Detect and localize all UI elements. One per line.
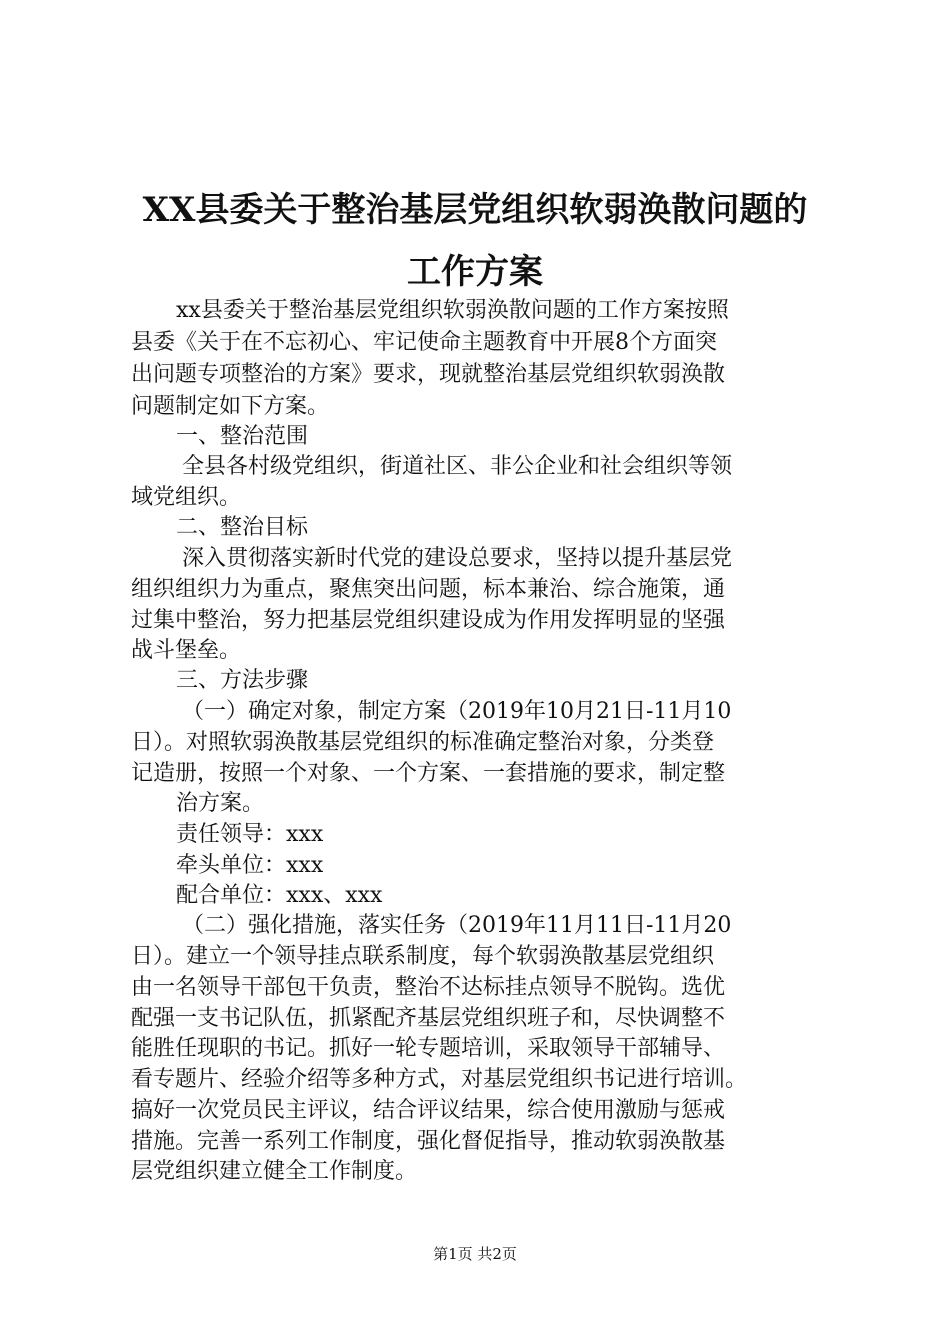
paragraph-line: 看专题片、经验介绍等多种方式，对基层党组织书记进行培训。 (131, 1067, 748, 1092)
document-title-line-1: XX县委关于整治基层党组织软弱涣散问题的 (142, 190, 808, 230)
paragraph-line: 记造册，按照一个对象、一个方案、一套措施的要求，制定整 (131, 761, 726, 786)
paragraph-line: 措施。完善一系列工作制度，强化督促指导，推动软弱涣散基 (131, 1129, 726, 1154)
cooperating-units: 配合单位：xxx、xxx (176, 883, 383, 908)
section-heading: 三、方法步骤 (176, 668, 309, 693)
paragraph-line: 配强一支书记队伍，抓紧配齐基层党组织班子和，尽快调整不 (131, 1006, 726, 1031)
paragraph-line: 出问题专项整治的方案》要求，现就整治基层党组织软弱涣散 (131, 362, 726, 387)
paragraph-line: 层党组织建立健全工作制度。 (131, 1159, 418, 1184)
paragraph-line: 日）。建立一个领导挂点联系制度，每个软弱涣散基层党组织 (131, 944, 715, 969)
section-heading: 二、整治目标 (176, 515, 309, 540)
paragraph-line: 县委《关于在不忘初心、牢记使命主题教育中开展8个方面突 (131, 330, 717, 355)
responsible-leader: 责任领导：xxx (176, 822, 324, 847)
page-number-footer: 第1页 共2页 (433, 1245, 517, 1263)
paragraph-line: 战斗堡垒。 (131, 638, 242, 663)
paragraph-line: （二）强化措施，落实任务（2019年11月11日-11月20 (182, 913, 732, 938)
paragraph-line: 组织组织力为重点，聚焦突出问题，标本兼治、综合施策，通 (131, 577, 726, 602)
section-heading: 一、整治范围 (176, 424, 309, 449)
paragraph-line: 搞好一次党员民主评议，结合评议结果，综合使用激励与惩戒 (131, 1098, 726, 1123)
paragraph-line: 过集中整治，努力把基层党组织建设成为作用发挥明显的坚强 (131, 608, 726, 633)
paragraph-line: 由一名领导干部包干负责，整治不达标挂点领导不脱钩。选优 (131, 975, 726, 1000)
document-title-line-2: 工作方案 (407, 252, 543, 292)
paragraph-line: 能胜任现职的书记。抓好一轮专题培训，采取领导干部辅导、 (131, 1036, 726, 1061)
paragraph-line: 问题制定如下方案。 (131, 394, 330, 419)
paragraph-line: 日）。对照软弱涣散基层党组织的标准确定整治对象，分类登 (131, 730, 715, 755)
paragraph-line: 域党组织。 (131, 485, 242, 510)
paragraph-line: （一）确定对象，制定方案（2019年10月21日-11月10 (182, 699, 732, 724)
paragraph-line: xx县委关于整治基层党组织软弱涣散问题的工作方案按照 (176, 298, 729, 323)
paragraph-line: 全县各村级党组织，街道社区、非公企业和社会组织等领 (182, 454, 733, 479)
lead-unit: 牵头单位：xxx (176, 853, 324, 878)
paragraph-line: 深入贯彻落实新时代党的建设总要求，坚持以提升基层党 (182, 546, 733, 571)
paragraph-line: 治方案。 (176, 791, 265, 816)
